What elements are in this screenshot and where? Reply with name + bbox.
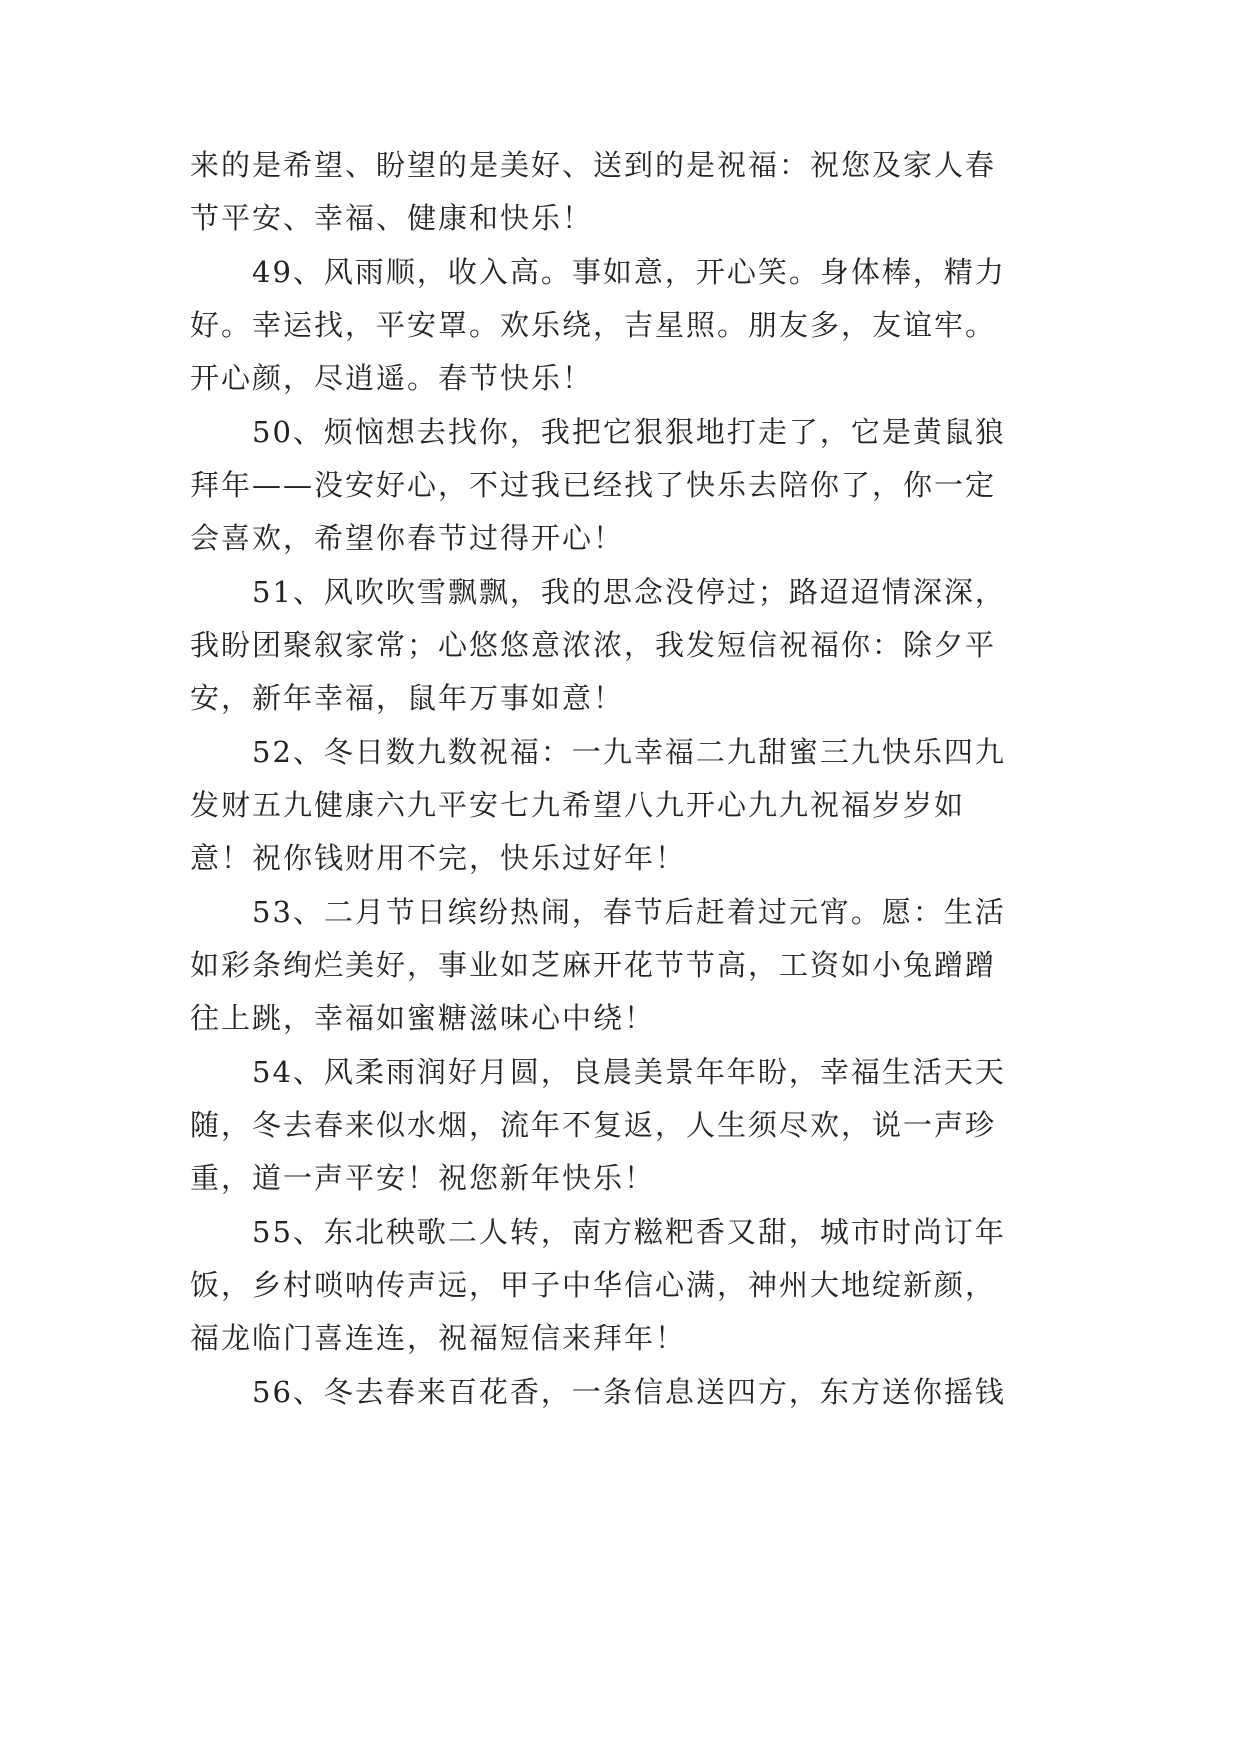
text-line: 开心颜，尽逍遥。春节快乐！ bbox=[190, 361, 594, 395]
paragraph-54-start: 54、风柔雨润好月圆，良晨美景年年盼，幸福生活天天 bbox=[252, 1055, 1006, 1089]
text-line: 节平安、幸福、健康和快乐！ bbox=[190, 201, 594, 235]
paragraph-52-start: 52、冬日数九数祝福：一九幸福二九甜蜜三九快乐四九 bbox=[252, 735, 1006, 769]
paragraph-50-start: 50、烦恼想去找你，我把它狠狠地打走了，它是黄鼠狼 bbox=[252, 415, 1006, 449]
text-line: 福龙临门喜连连，祝福短信来拜年！ bbox=[190, 1321, 687, 1355]
paragraph-51-start: 51、风吹吹雪飘飘，我的思念没停过；路迢迢情深深， bbox=[252, 575, 1006, 609]
text-line: 往上跳，幸福如蜜糖滋味心中绕！ bbox=[190, 1001, 656, 1035]
paragraph-49-start: 49、风雨顺，收入高。事如意，开心笑。身体棒，精力 bbox=[252, 255, 1006, 289]
text-line: 拜年——没安好心，不过我已经找了快乐去陪你了，你一定 bbox=[190, 468, 997, 502]
text-line: 会喜欢，希望你春节过得开心！ bbox=[190, 521, 625, 555]
text-line: 意！祝你钱财用不完，快乐过好年！ bbox=[190, 841, 687, 875]
paragraph-53-start: 53、二月节日缤纷热闹，春节后赶着过元宵。愿：生活 bbox=[252, 895, 1006, 929]
text-line: 饭，乡村唢呐传声远，甲子中华信心满，神州大地绽新颜， bbox=[190, 1268, 997, 1302]
text-line: 随，冬去春来似水烟，流年不复返，人生须尽欢，说一声珍 bbox=[190, 1108, 997, 1142]
text-line: 重，道一声平安！祝您新年快乐！ bbox=[190, 1161, 656, 1195]
text-line: 来的是希望、盼望的是美好、送到的是祝福：祝您及家人春 bbox=[190, 148, 997, 182]
paragraph-56-start: 56、冬去春来百花香，一条信息送四方，东方送你摇钱 bbox=[252, 1375, 1006, 1409]
text-line: 如彩条绚烂美好，事业如芝麻开花节节高，工资如小兔蹭蹭 bbox=[190, 948, 997, 982]
text-line: 我盼团聚叙家常；心悠悠意浓浓，我发短信祝福你：除夕平 bbox=[190, 628, 997, 662]
paragraph-55-start: 55、东北秧歌二人转，南方糍粑香又甜，城市时尚订年 bbox=[252, 1215, 1006, 1249]
text-line: 安，新年幸福，鼠年万事如意！ bbox=[190, 681, 625, 715]
text-line: 好。幸运找，平安罩。欢乐绕，吉星照。朋友多，友谊牢。 bbox=[190, 308, 997, 342]
text-line: 发财五九健康六九平安七九希望八九开心九九祝福岁岁如 bbox=[190, 788, 966, 822]
